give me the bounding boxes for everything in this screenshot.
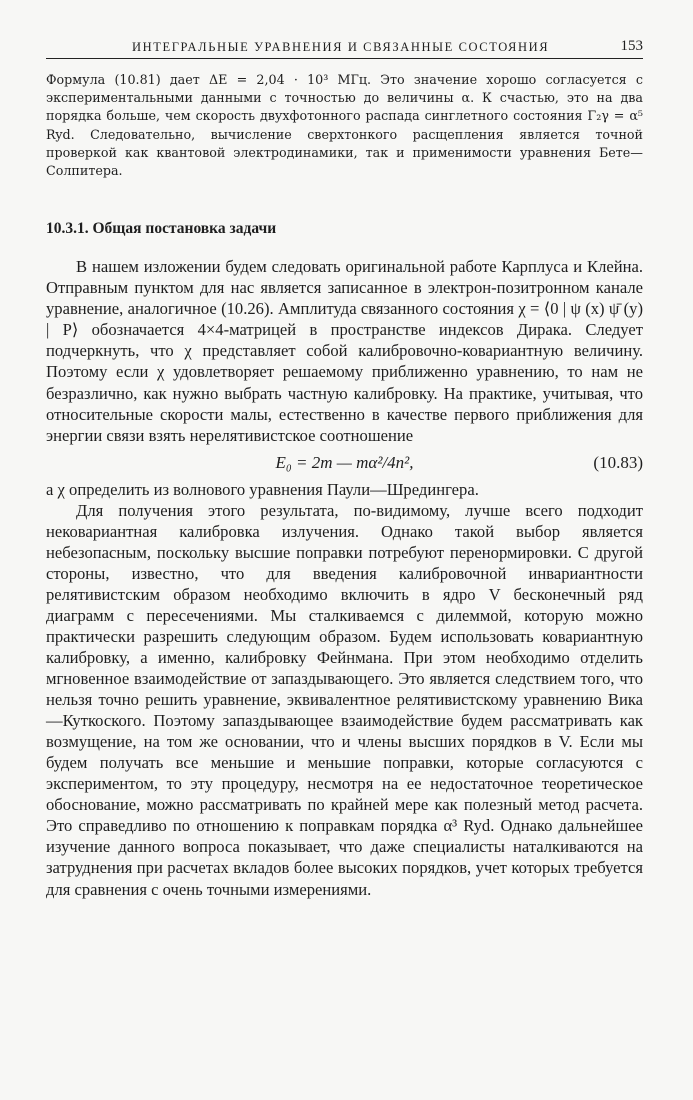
equation-number: (10.83) xyxy=(593,452,643,472)
page-number: 153 xyxy=(620,38,643,54)
running-head xyxy=(46,36,643,59)
intro-block xyxy=(46,71,643,180)
equation-formula: E₀ = 2m — mα²/4n², xyxy=(275,452,414,472)
running-title: ИНТЕГРАЛЬНЫЕ УРАВНЕНИЯ И СВЯЗАННЫЕ СОСТОЯНИЯ xyxy=(132,40,550,54)
equation-10-83 xyxy=(46,446,643,479)
book-page xyxy=(46,36,643,900)
section-body xyxy=(46,256,643,899)
intro-paragraph: Формула (10.81) дает ΔE = 2,04 · 10³ МГц. Это значение хорошо согласуется с экспериментальными данными с точностью до величины α. К счастью, это на два порядка больше, чем скорость двухфотонного распада синглетного состояния Γ₂γ = α⁵ Ryd. Следовательно, вычисление сверхтонкого расщепления является точной проверкой как квантовой электродинамики, так и применимости уравнения Бете—Солпитера. xyxy=(46,72,643,179)
body-paragraph-1: В нашем изложении будем следовать оригинальной работе Карплуса и Клейна. Отправным пунктом для нас является записанное в электрон-позитронном канале уравнение, аналогичное (10.26). Амплитуда связанного состояния χ = ⟨0 | ψ (x) ψ̄ (y) | P⟩ обозначается 4×4-матрицей в пространстве индексов Дирака. Следует подчеркнуть, что χ представляет собой калибровочно-ковариантную величину. Поэтому если χ удовлетворяет решаемому приближенно уравнению, то нам не безразлично, как нужно выбрать частную калибровку. На практике, учитывая, что относительные скорости малы, естественно в качестве первого приближения для энергии связи взять нерелятивистское соотношение xyxy=(46,257,643,445)
section-heading: 10.3.1. Общая постановка задачи xyxy=(46,220,277,238)
body-paragraph-2: а χ определить из волнового уравнения Паули—Шредингера. xyxy=(46,479,479,499)
body-paragraph-3: Для получения этого результата, по-видимому, лучше всего подходит нековариантная калибровка излучения. Однако такой выбор является небезопасным, поскольку высшие поправки потребуют перенормировки. С другой стороны, известно, что для введения калибровочной инвариантности релятивистским образом необходимо включить в ядро V бесконечный ряд диаграмм с пересечениями. Мы сталкиваемся с дилеммой, которую можно практически разрешить следующим образом. Будем использовать ковариантную калибровку, а именно, калибровку Фейнмана. При этом необходимо отделить мгновенное взаимодействие от запаздывающего. Это является следствием того, что нельзя точно решить уравнение, эквивалентное релятивистскому уравнению Вика—Куткоского. Поэтому запаздывающее взаимодействие будем рассматривать как возмущение, на том же основании, что и члены высших порядков в V. Если мы будем получать все меньшие и меньшие поправки, которые согласуются с экспериментом, то эту процедуру, несмотря на ее недостаточное теоретическое обоснование, можно рассматривать по крайней мере как полезный метод расчета. Это справедливо по отношению к поправкам порядка α³ Ryd. Однако дальнейшее изучение данного вопроса показывает, что даже специалисты наталкиваются на затруднения при расчетах вкладов более высоких порядков, учет которых требуется для сравнения с очень точными измерениями. xyxy=(46,500,643,899)
